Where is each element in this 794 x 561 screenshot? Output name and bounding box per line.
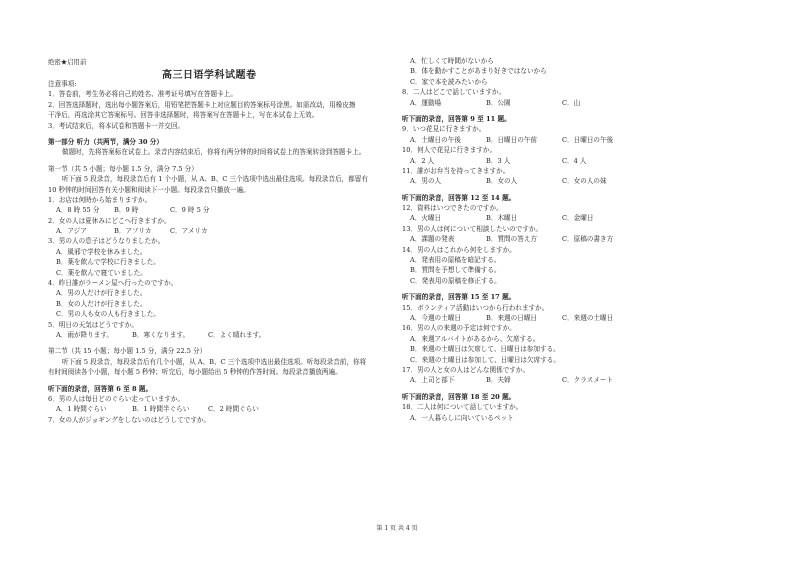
section-heading: 听下面的录音，回答第 15 至 17 题。	[402, 293, 516, 302]
section-heading: 听下面的录音，回答第 18 至 20 题。	[402, 392, 516, 401]
text-line: B．薬を飲んで学校に行きました。	[56, 258, 160, 267]
text-line: 1．お店は何時から始まりますか。	[48, 195, 152, 204]
text-line: C．男の人も女の人も行きました。	[56, 310, 160, 319]
answer-options	[402, 176, 762, 186]
text-line: 2．回答选择题时，选出每小题答案后，用铅笔把答题卡上对应题目的答案标号涂黑。如需改动，用橡皮擦	[48, 100, 356, 109]
answer-option: C．クラスメート	[562, 376, 614, 385]
text-line: 14．男の人はこれから何をしますか。	[402, 245, 516, 254]
answer-options	[48, 205, 408, 215]
text-line: 8．二人はどこで話していますか。	[402, 88, 506, 97]
answer-options	[402, 98, 762, 108]
answer-option: C．金曜日	[562, 214, 594, 223]
answer-option: B．アフリカ	[114, 227, 152, 236]
text-line: 16．男の人の来週の予定は何ですか。	[402, 324, 516, 333]
text-line: 10 秒钟的时间回答有关小题和阅读下一小题。每段录音只播放一遍。	[48, 185, 250, 194]
text-line: B．質問を予想して準備する。	[410, 266, 501, 275]
answer-option: B．質問の答え方	[486, 235, 538, 244]
section-heading: 听下面的录音，回答第 9 至 11 题。	[402, 114, 511, 123]
answer-option: C．9 時 5 分	[170, 206, 210, 215]
text-line: 有时间阅读各个小题，每小题 5 秒钟；听完后，每小题给出 5 秒钟的作答时间。每段录音播放两遍。	[48, 368, 342, 377]
text-line: 听下面 5 段录音，每段录音后有几个小题，从 A、B、C 三个选项中选出最佳选项。听每段录音前，你将	[62, 357, 367, 366]
answer-option: A．1 時間ぐらい	[56, 405, 107, 414]
text-line: 1．答卷前，考生务必将自己的姓名、准考证号填写在答题卡上。	[48, 90, 237, 99]
answer-option: B．日曜日の午前	[486, 135, 538, 144]
text-line: B．来週の土曜日は欠席して、日曜日は参加する。	[410, 345, 560, 354]
answer-options	[402, 234, 762, 244]
answer-options	[402, 313, 762, 323]
answer-option: B．寒くなります。	[132, 330, 190, 339]
answer-option: B．1 時間半ぐらい	[132, 405, 190, 414]
text-line: C．家で本を読みたいから	[410, 77, 488, 86]
secret-mark: 绝密★启用前	[48, 58, 87, 66]
text-line: C．薬を飲んで寝ていました。	[56, 268, 147, 277]
text-line: 做题时，先将答案标在试卷上。录音内容结束后，你将有两分钟的时间将试卷上的答案转涂到答题卡上。	[62, 148, 366, 157]
answer-option: A．課題の発表	[410, 235, 455, 244]
text-line: 10．何人で花見に行きますか。	[402, 146, 497, 155]
text-line: A．風邪で学校を休みました。	[56, 247, 147, 256]
answer-options	[402, 375, 762, 385]
section-heading: 听下面的录音，回答第 12 至 14 题。	[402, 193, 516, 202]
answer-option: B．3 人	[486, 156, 511, 165]
text-line: 11．誰がお弁当を持ってきますか。	[402, 166, 510, 175]
text-line: 17．男の人と女の人はどんな関係ですか。	[402, 365, 530, 374]
text-line: B．女の人だけが行きました。	[56, 299, 147, 308]
text-line: 5．明日の天気はどうですか。	[48, 320, 138, 329]
text-line: 13．男の人は何について相談したいのですか。	[402, 224, 543, 233]
answer-option: B．夫婦	[486, 376, 511, 385]
text-line: 15．ボランティア活動はいつから行われますか。	[402, 303, 549, 312]
text-line: A．発表用の原稿を暗記する。	[410, 256, 501, 265]
exam-title: 高三日语学科试题卷	[162, 70, 257, 81]
text-line: C．来週の土曜日は参加して、日曜日は欠席する。	[410, 355, 560, 364]
answer-option: C．アメリカ	[170, 227, 208, 236]
answer-option: A．上司と部下	[410, 376, 455, 385]
left-column	[48, 79, 408, 425]
answer-options	[48, 226, 408, 236]
answer-option: C．原稿の書き方	[562, 235, 614, 244]
answer-option: A．男の人	[410, 177, 442, 186]
section-heading: 第一部分 听力（共两节，满分 30 分）	[48, 137, 163, 146]
text-line: 注意事项:	[48, 80, 77, 88]
answer-option: C．よく晴れます。	[208, 330, 266, 339]
page-footer: 第 1 页 共 4 页	[376, 525, 418, 532]
answer-option: A．アジア	[56, 227, 87, 236]
answer-option: C．日曜日の午後	[562, 135, 614, 144]
answer-option: B．木曜日	[486, 214, 518, 223]
text-line: 6．男の人は毎日どのぐらい走っていますか。	[48, 394, 185, 403]
text-line: C．発表用の原稿を修正する。	[410, 276, 501, 285]
text-line: 4．昨日誰がラーメン屋へ行ったのですか。	[48, 279, 178, 288]
text-line: 7．女の人がジョギングをしないのはどうしてですか。	[48, 415, 211, 424]
answer-option: A．雨が降ります。	[56, 330, 113, 339]
answer-option: C．女の人の妹	[562, 177, 607, 186]
answer-options	[402, 213, 762, 223]
answer-option: A．運動場	[410, 98, 442, 107]
answer-option: A．今週の土曜日	[410, 313, 461, 322]
answer-option: A．2 人	[410, 156, 435, 165]
answer-option: C．来週の土曜日	[562, 313, 614, 322]
text-line: 第一节（共 5 小题；每小题 1.5 分，满分 7.5 分）	[48, 164, 198, 173]
text-line: 3．考试结束后，将本试卷和答题卡一并交回。	[48, 121, 185, 130]
answer-option: A．8 時 55 分	[56, 206, 100, 215]
answer-option: C．2 時間ぐらい	[208, 405, 259, 414]
text-line: A．男の人だけが行きました。	[56, 289, 147, 298]
text-line: 12．資料はいつできたのですか。	[402, 204, 503, 213]
answer-options	[48, 330, 408, 340]
text-line: A．忙しくて時間がないから	[410, 57, 494, 65]
text-line: 听下面 5 段录音，每段录音后有 1 个小题，从 A、B、C 三个选项中选出最佳选项。每段录音后，都留有	[62, 175, 368, 184]
answer-option: B．公園	[486, 98, 511, 107]
section-heading: 听下面的录音，回答第 6 至 8 题。	[48, 384, 153, 393]
text-line: 3．男の人の息子はどうなりましたか。	[48, 237, 165, 246]
right-column	[402, 56, 762, 423]
text-line: 干净后，再选涂其它答案标号。回答非选择题时，将答案写在答题卡上，写在本试卷上无效。	[48, 111, 319, 120]
answer-option: C．山	[562, 98, 581, 107]
answer-option: B．9 時	[114, 206, 139, 215]
answer-option: B．女の人	[486, 177, 518, 186]
text-line: B．体を動かすことがあまり好きではないから	[410, 67, 547, 76]
answer-options	[402, 135, 762, 145]
answer-option: A．土曜日の午後	[410, 135, 461, 144]
answer-options	[48, 404, 408, 414]
answer-options	[402, 156, 762, 166]
text-line: 2．女の人は夏休みにどこへ行きますか。	[48, 216, 171, 225]
text-line: 第二节（共 15 小题；每小题 1.5 分，满分 22.5 分）	[48, 347, 207, 356]
answer-option: A．火曜日	[410, 214, 442, 223]
text-line: A．来週アルバイトがあるから、欠席する。	[410, 334, 540, 343]
answer-option: B．来週の日曜日	[486, 313, 538, 322]
text-line: 18．二人は何について話していますか。	[402, 403, 523, 412]
answer-option: C．4 人	[562, 156, 587, 165]
text-line: A．一人暮らしに向いているペット	[410, 413, 514, 422]
text-line: 9．いつ花見に行きますか。	[402, 125, 486, 134]
